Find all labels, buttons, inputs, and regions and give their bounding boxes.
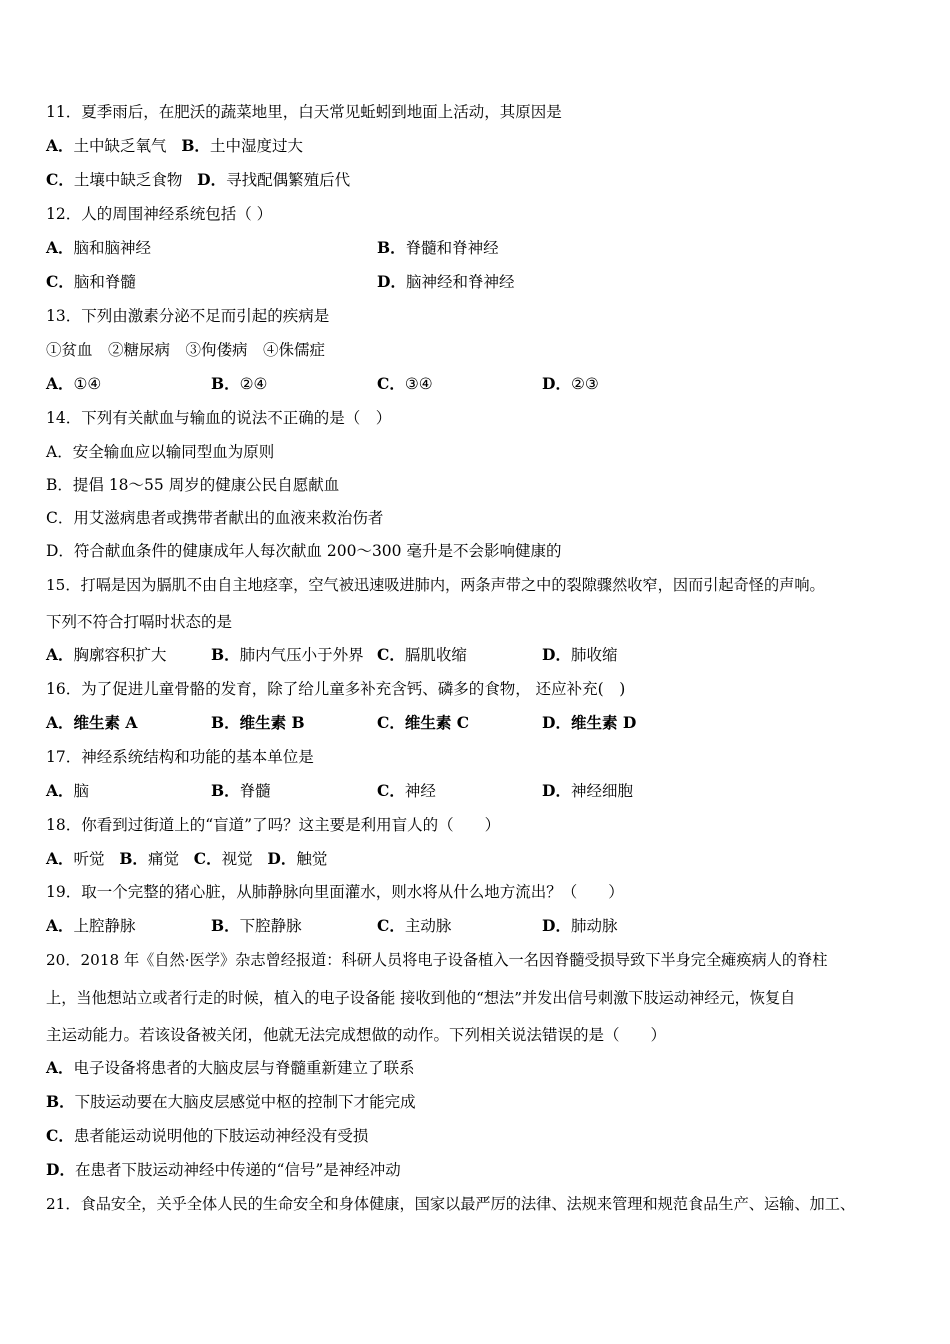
question-14-option-c: C．用艾滋病患者或携带者献出的血液来救治伤者	[46, 509, 384, 527]
option-text: 脊髓和脊神经	[405, 239, 499, 257]
option-label: B．	[211, 781, 240, 800]
option-text: 脊髓	[239, 782, 271, 800]
option-text: 土壤中缺乏食物	[73, 171, 183, 189]
question-14-option-b: B．提倡 18～55 周岁的健康公民自愿献血	[46, 476, 340, 494]
option-text: 维生素 B	[239, 713, 305, 732]
option-text: 脑和脑神经	[73, 239, 152, 257]
question-16-option-d	[542, 713, 636, 733]
option-label: A．	[46, 374, 74, 393]
option-label: B．	[211, 645, 240, 664]
option-text: 脑和脊髓	[73, 273, 136, 291]
option-label: B．	[377, 238, 406, 257]
question-20-option-a	[46, 1058, 415, 1078]
question-15-option-b	[211, 645, 364, 665]
option-label: D．	[542, 374, 571, 393]
option-label: A．	[46, 136, 74, 155]
option-label: A．	[46, 713, 74, 732]
question-17-option-c	[377, 781, 436, 801]
question-14-option-a: A．安全输血应以输同型血为原则	[46, 443, 275, 461]
option-text: 土中湿度过大	[209, 137, 303, 155]
option-text: 视觉	[221, 850, 253, 868]
option-label: B．	[181, 136, 210, 155]
option-label: C．	[46, 170, 74, 189]
option-label: D．	[542, 713, 571, 732]
question-15-option-a	[46, 645, 167, 665]
option-label: A．	[46, 238, 74, 257]
option-text: 电子设备将患者的大脑皮层与脊髓重新建立了联系	[73, 1059, 415, 1077]
option-text: 下肢运动要在大脑皮层感觉中枢的控制下才能完成	[74, 1093, 416, 1111]
question-11-options-row-1	[46, 136, 303, 156]
option-label: D．	[197, 170, 227, 189]
option-label: B．	[211, 713, 240, 732]
option-text: 寻找配偶繁殖后代	[226, 171, 351, 189]
option-label: D．	[542, 781, 571, 800]
option-text: 膈肌收缩	[404, 646, 467, 664]
question-12-stem: 12．人的周围神经系统包括（ ）	[46, 205, 273, 223]
option-text: ③④	[404, 375, 433, 393]
question-12-option-a	[46, 238, 151, 258]
question-18-options	[46, 849, 327, 869]
question-20-stem-line-2: 上，当他想站立或者行走的时候，植入的电子设备能 接收到他的“想法”并发出信号刺激下肢运动神经元，恢复自	[46, 989, 796, 1007]
question-19-option-d	[542, 916, 617, 936]
question-11-stem: 11．夏季雨后，在肥沃的蔬菜地里，白天常见蚯蚓到地面上活动，其原因是	[46, 103, 562, 121]
option-text: ②③	[570, 375, 599, 393]
question-12-option-d	[377, 272, 514, 292]
option-label: A．	[46, 849, 74, 868]
question-15-option-c	[377, 645, 467, 665]
question-20-option-d	[46, 1160, 401, 1180]
question-16-option-b	[211, 713, 305, 733]
question-13-option-b	[211, 374, 267, 394]
option-label: C．	[377, 374, 405, 393]
question-16-option-c	[377, 713, 469, 733]
option-text: 维生素 C	[404, 713, 470, 732]
option-label: C．	[46, 272, 74, 291]
question-17-stem: 17．神经系统结构和功能的基本单位是	[46, 748, 314, 766]
option-text: 肺内气压小于外界	[239, 646, 364, 664]
option-text: 维生素 D	[570, 713, 637, 732]
question-13-option-a	[46, 374, 101, 394]
question-15-stem-line-1: 15．打嗝是因为膈肌不由自主地痉挛，空气被迅速吸进肺内，两条声带之中的裂隙骤然收窄，因而引起奇怪的声响。	[46, 576, 825, 594]
question-18-stem: 18．你看到过街道上的“盲道”了吗？这主要是利用盲人的（ ）	[46, 816, 501, 834]
option-text: 患者能运动说明他的下肢运动神经没有受损	[73, 1127, 369, 1145]
option-label: B．	[211, 374, 240, 393]
question-11-options-row-2	[46, 170, 350, 190]
option-label: B．	[46, 1092, 75, 1111]
option-label: A．	[46, 1058, 74, 1077]
option-label: D．	[267, 849, 297, 868]
option-text: 维生素 A	[73, 713, 138, 732]
question-19-option-b	[211, 916, 302, 936]
option-text: 脑	[73, 782, 90, 800]
option-text: 肺收缩	[570, 646, 618, 664]
question-16-option-a	[46, 713, 137, 733]
option-label: C．	[46, 1126, 74, 1145]
question-20-option-b	[46, 1092, 416, 1112]
question-13-option-d	[542, 374, 599, 394]
question-13-stem: 13．下列由激素分泌不足而引起的疾病是	[46, 307, 330, 325]
option-text: 主动脉	[404, 917, 452, 935]
option-text: 脑神经和脊神经	[405, 273, 515, 291]
option-text: 触觉	[296, 850, 328, 868]
question-12-option-b	[377, 238, 499, 258]
option-text: 胸廓容积扩大	[73, 646, 167, 664]
option-label: B．	[211, 916, 240, 935]
option-label: A．	[46, 781, 74, 800]
option-label: D．	[46, 1160, 75, 1179]
option-text: 听觉	[73, 850, 105, 868]
question-19-option-a	[46, 916, 136, 936]
option-text: 下腔静脉	[239, 917, 302, 935]
question-17-option-d	[542, 781, 633, 801]
option-label: D．	[377, 272, 406, 291]
question-16-stem: 16．为了促进儿童骨骼的发育，除了给儿童多补充含钙、磷多的食物， 还应补充( )	[46, 680, 626, 698]
option-text: ②④	[239, 375, 268, 393]
option-label: D．	[542, 916, 571, 935]
option-text: 神经细胞	[570, 782, 633, 800]
option-label: D．	[542, 645, 571, 664]
option-label: C．	[377, 645, 405, 664]
question-17-option-a	[46, 781, 89, 801]
option-text: ①④	[73, 375, 102, 393]
option-text: 上腔静脉	[73, 917, 136, 935]
question-20-stem-line-3: 主运动能力。若该设备被关闭，他就无法完成想做的动作。下列相关说法错误的是（ ）	[46, 1026, 667, 1044]
question-14-stem: 14．下列有关献血与输血的说法不正确的是（ ）	[46, 409, 392, 427]
option-text: 在患者下肢运动神经中传递的“信号”是神经冲动	[74, 1161, 401, 1179]
option-text: 痛觉	[147, 850, 179, 868]
option-text: 神经	[404, 782, 436, 800]
question-15-stem-line-2: 下列不符合打嗝时状态的是	[46, 613, 233, 631]
question-13-option-c	[377, 374, 433, 394]
question-17-option-b	[211, 781, 271, 801]
question-15-option-d	[542, 645, 617, 665]
question-14-option-d: D．符合献血条件的健康成年人每次献血 200～300 毫升是不会影响健康的	[46, 542, 562, 560]
option-label: C．	[377, 916, 405, 935]
question-21-stem: 21．食品安全，关乎全体人民的生命安全和身体健康，国家以最严厉的法律、法规来管理和规范食品生产、运输、加工、	[46, 1195, 856, 1213]
option-label: A．	[46, 645, 74, 664]
option-text: 肺动脉	[570, 917, 618, 935]
option-label: B．	[119, 849, 148, 868]
option-label: C．	[377, 713, 405, 732]
option-label: C．	[377, 781, 405, 800]
option-label: A．	[46, 916, 74, 935]
question-19-stem: 19．取一个完整的猪心脏，从肺静脉向里面灌水，则水将从什么地方流出？（ ）	[46, 883, 624, 901]
option-label: C．	[193, 849, 222, 868]
question-19-option-c	[377, 916, 451, 936]
option-text: 土中缺乏氧气	[73, 137, 167, 155]
question-13-items: ①贫血 ②糖尿病 ③佝偻病 ④侏儒症	[46, 341, 326, 359]
question-12-option-c	[46, 272, 136, 292]
question-20-option-c	[46, 1126, 368, 1146]
question-20-stem-line-1: 20．2018 年《自然·医学》杂志曾经报道：科研人员将电子设备植入一名因脊髓受损导致下半身完全瘫痪病人的脊柱	[46, 951, 828, 969]
